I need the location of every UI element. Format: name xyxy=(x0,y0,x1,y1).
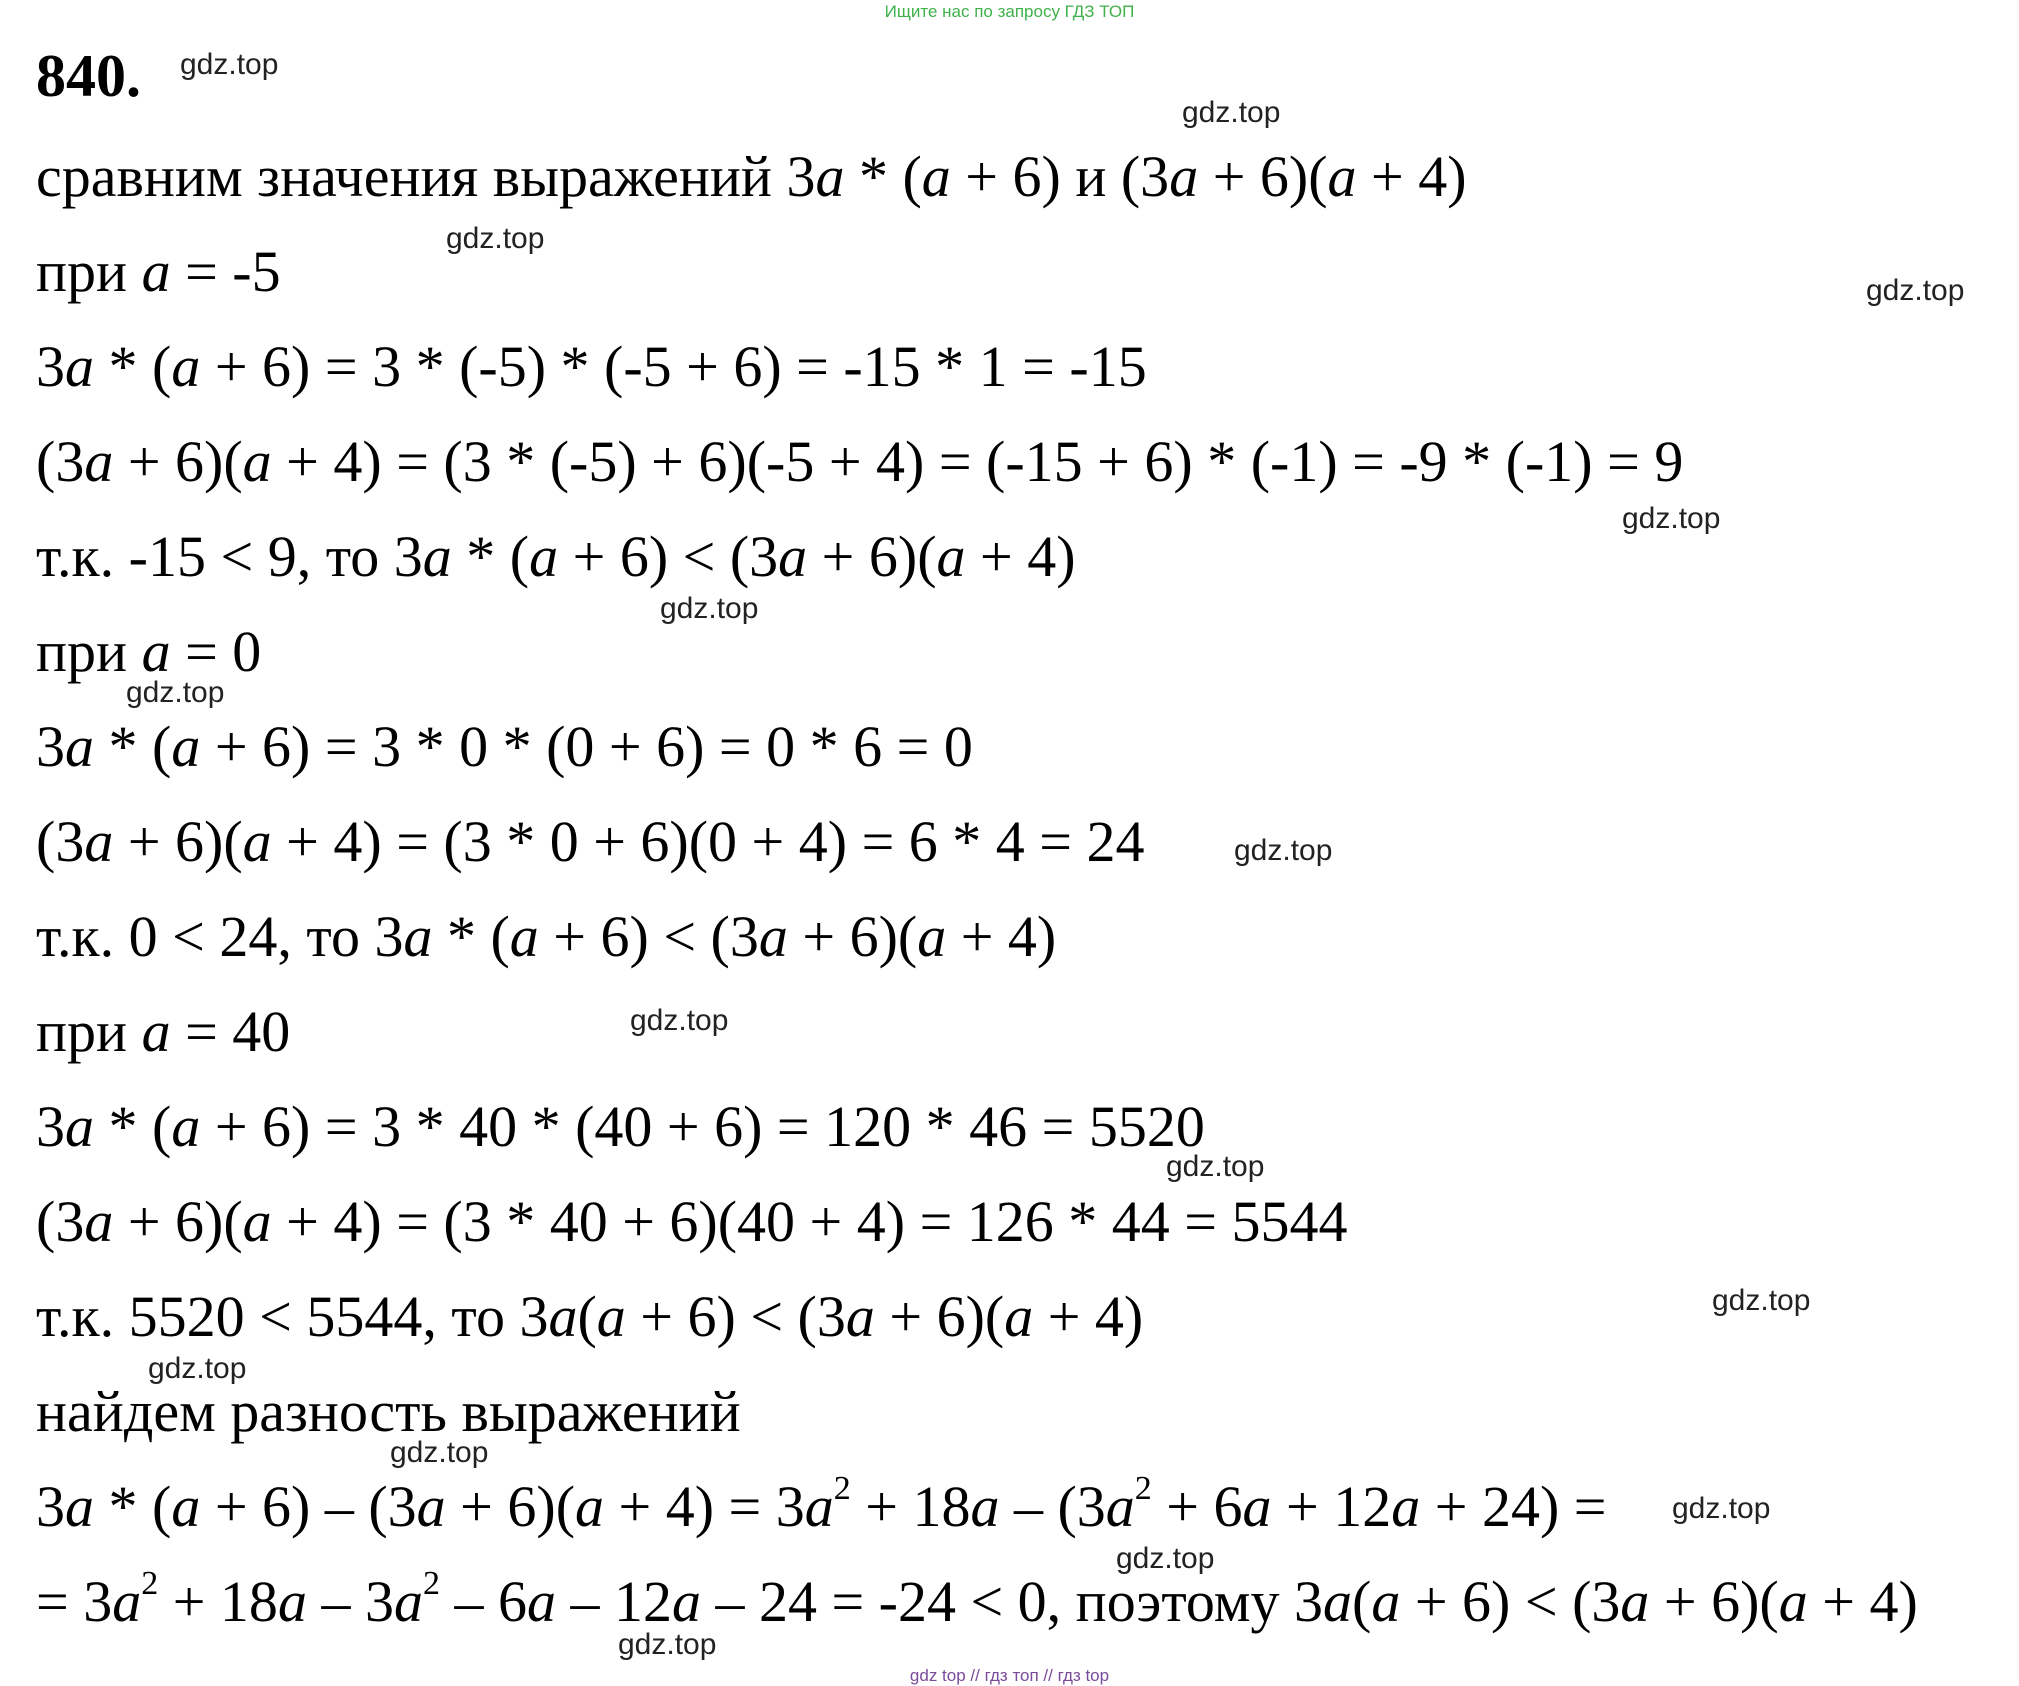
top-banner: Ищите нас по запросу ГДЗ ТОП xyxy=(884,2,1135,21)
difference-expr2: = $3a^2 + 18a - 3a^2 - 6a - 12a - 24 = -24 < 0$, поэтому 3a(a + 6) < (3a + 6)(a + 4) xyxy=(36,1565,1918,1634)
watermark: gdz.top xyxy=(180,48,279,81)
difference-expr1: $3a * (a + 6) - (3a + 6)(a + 4) = 3a^2 + 18a - (3a^2 + 6a + 12a + 24)$ = xyxy=(36,1470,1607,1539)
watermark: gdz.top xyxy=(1712,1284,1811,1317)
watermark: gdz.top xyxy=(1182,96,1281,129)
case-a-40-expr1: 3a * (a + 6) = 3 * 40 * (40 + 6) = 120 * 46 = 5520 xyxy=(36,1094,1205,1159)
case-a-0-heading: при a = 0 xyxy=(36,619,262,684)
case-a-40-expr2: (3a + 6)(a + 4) = (3 * 40 + 6)(40 + 4) = 126 * 44 = 5544 xyxy=(36,1189,1348,1254)
footer-watermark: gdz top // гдз топ // гдз top xyxy=(909,1666,1110,1685)
case-a-0-conclusion: т.к. 0 < 24, то 3a * (a + 6) < (3a + 6)(a + 4) xyxy=(36,904,1057,969)
watermark: gdz.top xyxy=(1234,834,1333,867)
intro-line: сравним значения выражений 3a * (a + 6) и (3a + 6)(a + 4) xyxy=(36,144,1467,209)
watermark: gdz.top xyxy=(1622,502,1721,535)
case-a-40-heading: при a = 40 xyxy=(36,999,291,1064)
difference-heading: найдем разность выражений xyxy=(36,1379,741,1444)
case-a-minus5-heading: при a = -5 xyxy=(36,239,281,304)
case-a-0-expr2: (3a + 6)(a + 4) = (3 * 0 + 6)(0 + 4) = 6 * 4 = 24 xyxy=(36,809,1145,874)
watermark: gdz.top xyxy=(1116,1542,1215,1575)
case-a-minus5-expr2: (3a + 6)(a + 4) = (3 * (-5) + 6)(-5 + 4) = (-15 + 6) * (-1) = -9 * (-1) = 9 xyxy=(36,429,1684,494)
watermark: gdz.top xyxy=(1166,1150,1265,1183)
problem-number: 840. xyxy=(36,43,141,109)
watermark: gdz.top xyxy=(446,222,545,255)
watermark: gdz.top xyxy=(630,1004,729,1037)
watermark: gdz.top xyxy=(660,592,759,625)
watermark: gdz.top xyxy=(148,1352,247,1385)
watermark: gdz.top xyxy=(618,1628,717,1661)
case-a-minus5-expr1: 3a * (a + 6) = 3 * (-5) * (-5 + 6) = -15 * 1 = -15 xyxy=(36,334,1147,399)
case-a-minus5-conclusion: т.к. -15 < 9, то 3a * (a + 6) < (3a + 6)(a + 4) xyxy=(36,524,1076,589)
watermark: gdz.top xyxy=(390,1436,489,1469)
case-a-40-conclusion: т.к. 5520 < 5544, то 3a(a + 6) < (3a + 6)(a + 4) xyxy=(36,1284,1144,1349)
case-a-0-expr1: 3a * (a + 6) = 3 * 0 * (0 + 6) = 0 * 6 = 0 xyxy=(36,714,973,779)
watermark: gdz.top xyxy=(1866,274,1965,307)
watermark: gdz.top xyxy=(1672,1492,1771,1525)
watermark: gdz.top xyxy=(126,676,225,709)
